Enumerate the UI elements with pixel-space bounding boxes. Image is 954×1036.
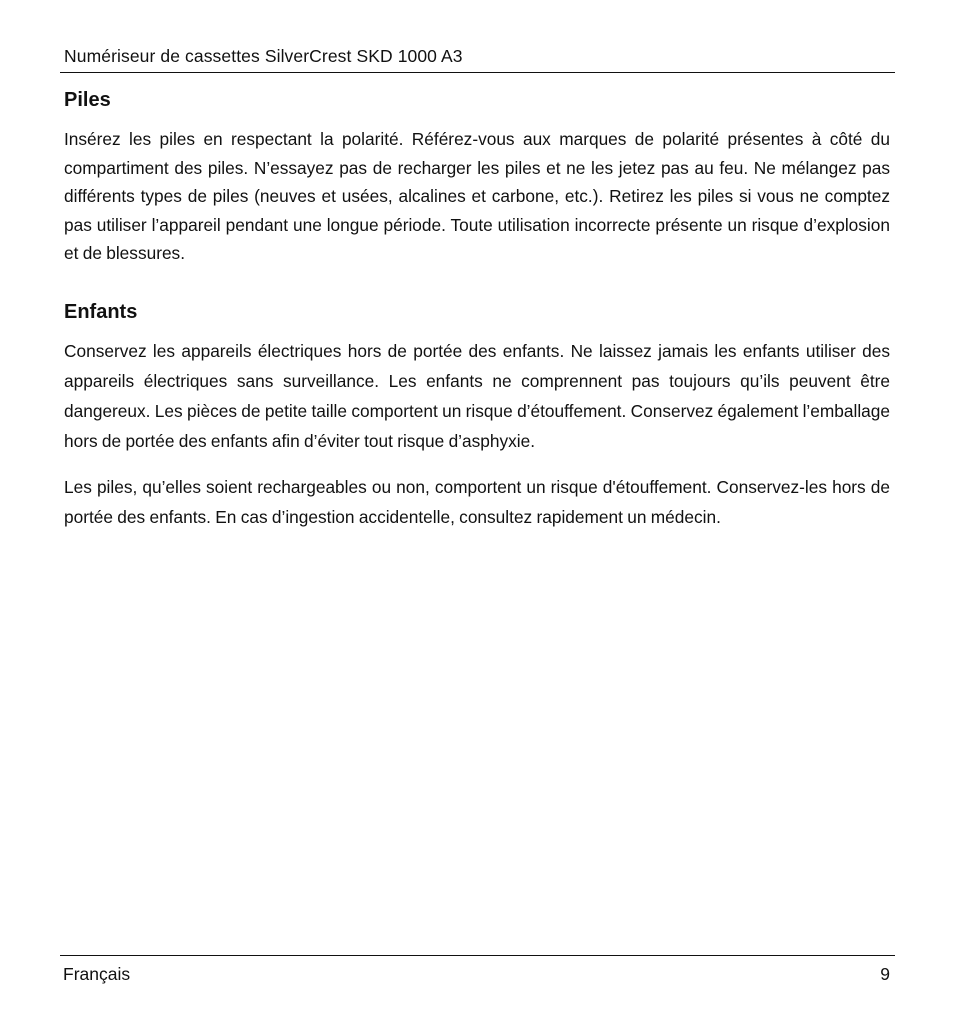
paragraph-enfants-1: Conservez les appareils électriques hors de portée des enfants. Ne laissez jamais les enfants utiliser des appareils électriques sans surveillance. Les enfants ne comprennent pas toujours qu’ils peuvent être dangereux. Les pièces de petite taille comportent un risque d’étouffement. Conservez également l’emballage hors de portée des enfants afin d’éviter tout risque d’asphyxie. [64, 340, 890, 451]
page-footer [60, 955, 895, 995]
page-header [60, 44, 895, 73]
document-title: Numériseur de cassettes SilverCrest SKD 1000 A3 [64, 46, 463, 66]
page-content [64, 86, 890, 532]
section-enfants [64, 298, 890, 532]
section-heading-piles: Piles [64, 89, 111, 111]
page-number: 9 [880, 964, 890, 984]
section-heading-enfants: Enfants [64, 300, 138, 323]
footer-language: Français [63, 964, 131, 984]
paragraph-enfants-2: Les piles, qu’elles soient rechargeables ou non, comportent un risque d'étouffement. Conservez-les hors de portée des enfants. En cas d’ingestion accidentelle, consultez rapidement un médecin. [64, 476, 890, 527]
section-piles [64, 86, 890, 268]
paragraph-piles: Insérez les piles en respectant la polarité. Référez-vous aux marques de polarité présentes à côté du compartiment des piles. N’essayez pas de recharger les piles et ne les jetez pas au feu. Ne mélangez pas différents types de piles (neuves et usées, alcalines et carbone, etc.). Retirez les piles si vous ne comptez pas utiliser l’appareil pendant une longue période. Toute utilisation incorrecte présente un risque d’explosion et de blessures. [64, 129, 890, 263]
